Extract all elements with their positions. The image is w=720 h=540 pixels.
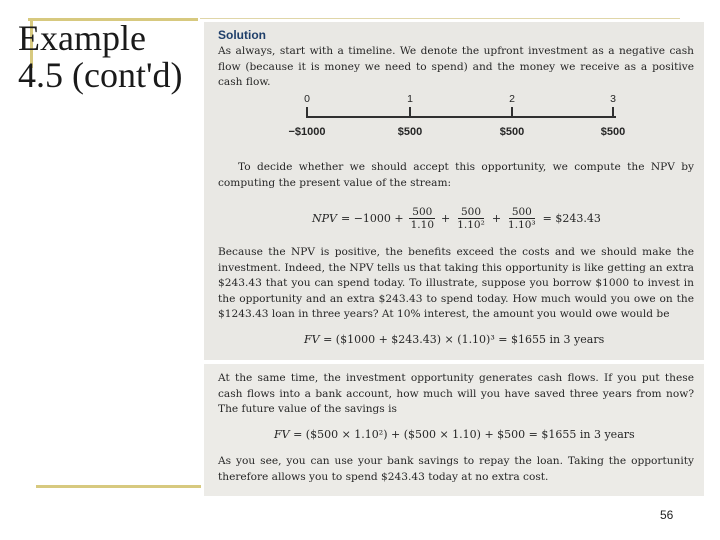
timeline-period-3: 3 [610,93,616,105]
decorative-top-rule-thin [200,18,680,19]
timeline-period-0: 0 [304,93,310,105]
timeline-tick [511,107,513,117]
timeline-cash-flow-0: −$1000 [288,126,326,138]
timeline-cash-flow-1: $500 [397,126,423,138]
timeline-cash-flow-3: $500 [600,126,626,138]
timeline-tick [612,107,614,117]
decide-paragraph: To decide whether we should accept this opportunity, we compute the NPV by computing the present value of the stream: [218,161,694,189]
fv-savings-expression: = ($500 × 1.10²) + ($500 × 1.10) + $500 = $1655 in 3 years [293,428,635,441]
fv-savings-equation [274,428,635,441]
npv-result: = $243.43 [542,211,601,225]
fraction-numerator: 500 [458,206,484,219]
fraction-numerator: 500 [409,206,435,219]
timeline-cash-flow-2: $500 [499,126,525,138]
npv-fraction-3 [505,206,539,231]
timeline-period-1: 1 [407,93,413,105]
timeline-tick [306,107,308,117]
npv-fraction-1 [408,206,437,231]
fv-loan-equation [304,333,604,346]
plus-sign: + [441,211,451,225]
slide-title-line2: 4.5 (cont'd) [18,55,183,95]
page-number: 56 [660,508,674,522]
because-paragraph: Because the NPV is positive, the benefits exceed the costs and we should make the investment. Indeed, the NPV tells us that taking this opportunity is like getting an extra $243.43 that you can spend today. To illustrate, suppose you borrow $1000 to invest in the opportunity and an extra $243.43 to spend today. How much would you owe on the $1243.43 loan in three years? At 10% interest, the amount you would owe would be [218,246,694,321]
fraction-denominator: 1.10² [457,218,485,231]
slide-title [18,20,182,94]
npv-fraction-2 [454,206,488,231]
timeline-period-2: 2 [509,93,515,105]
fv-symbol: FV [274,428,290,441]
fv-loan-expression: = ($1000 + $243.43) × (1.10)³ = $1655 in 3 years [323,333,605,346]
solution-panel-top [204,22,704,360]
intro-paragraph: As always, start with a timeline. We denote the upfront investment as a negative cash flow (because it is money we need to spend) and the money we receive as a positive cash flow. [218,45,694,89]
npv-initial-term: = −1000 + [340,211,404,225]
solution-heading: Solution [218,28,266,42]
fraction-numerator: 500 [509,206,535,219]
fraction-denominator: 1.10³ [508,218,536,231]
slide-title-line1: Example [18,18,146,58]
fraction-denominator: 1.10 [410,218,435,231]
conclusion-paragraph: As you see, you can use your bank savings to repay the loan. Taking the opportunity therefore allows you to spend $243.43 today at no extra cost. [218,455,694,483]
fv-symbol: FV [304,333,320,346]
timeline-tick [409,107,411,117]
solution-panel-bottom [204,364,704,496]
decorative-bottom-rule [36,485,201,488]
same-time-paragraph: At the same time, the investment opportunity generates cash flows. If you put these cash flows into a bank account, how much will you have saved three years from now? The future value of the savings is [218,372,694,416]
timeline-axis [306,116,616,118]
npv-equation [312,201,601,235]
npv-symbol: NPV [312,211,337,225]
plus-sign: + [491,211,502,225]
